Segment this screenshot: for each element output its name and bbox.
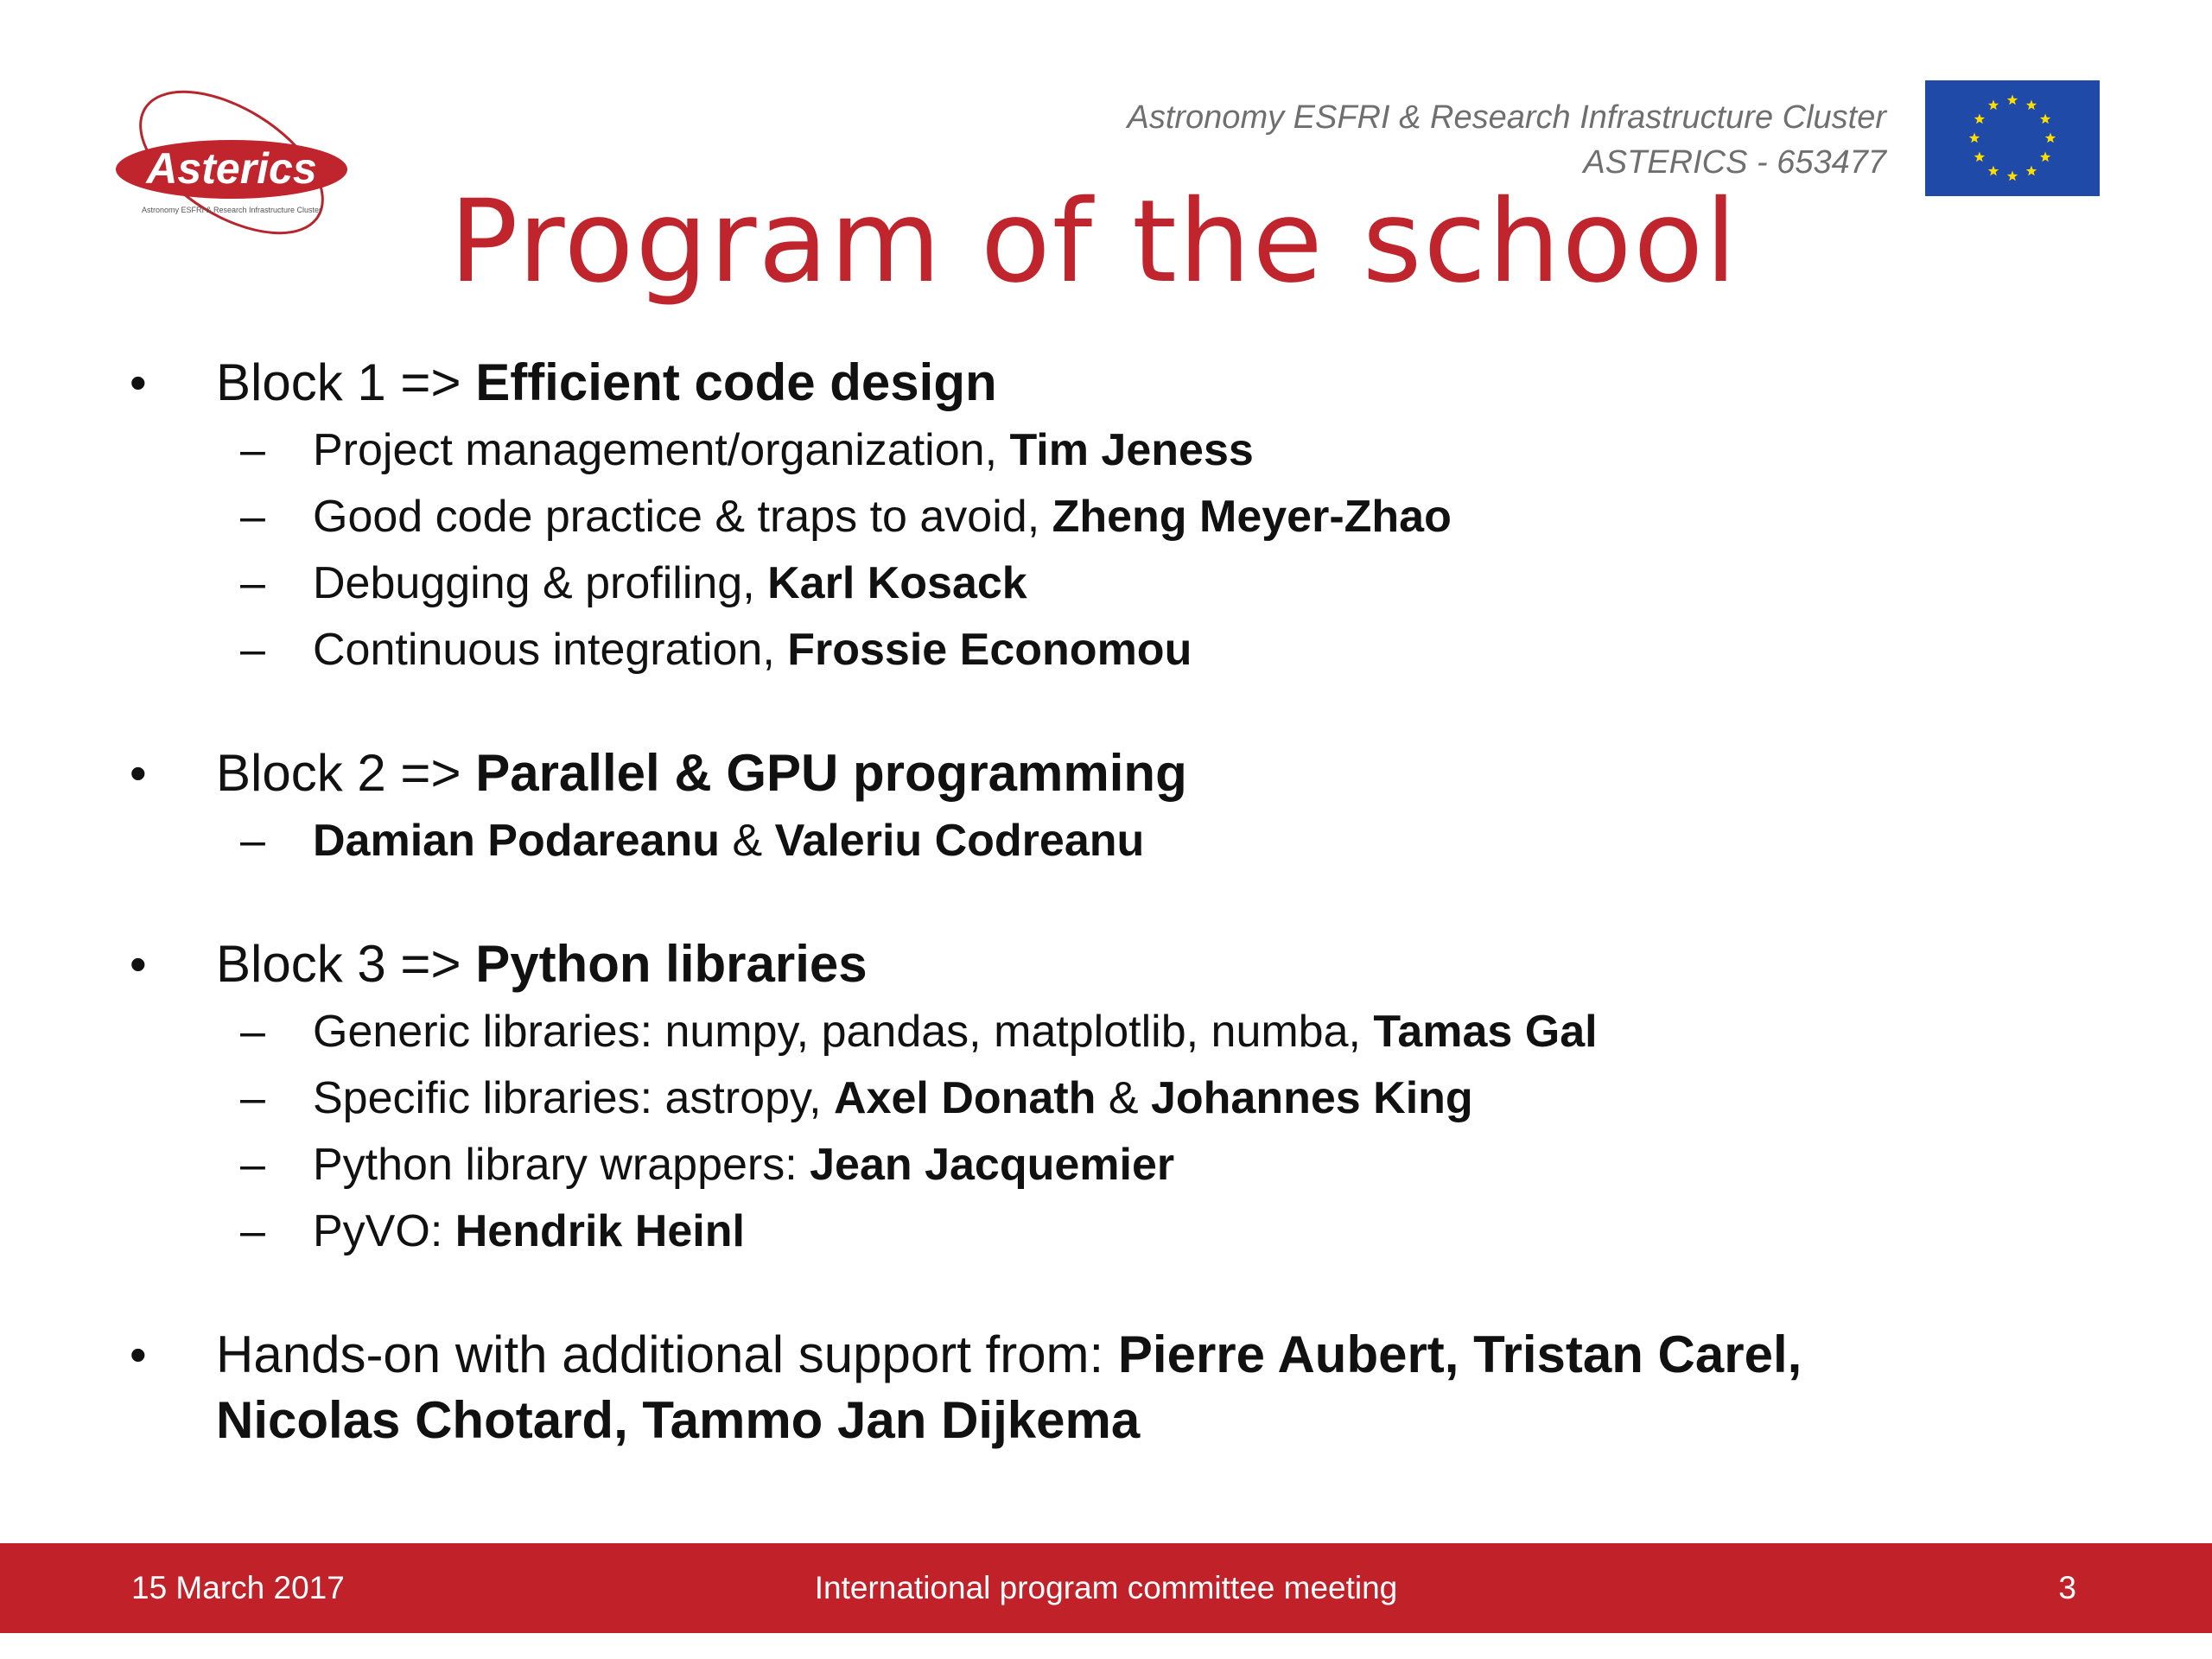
bullet-icon: • [130,355,147,410]
speaker-name: Zheng Meyer-Zhao [1052,492,1452,542]
block-lead: Block 3 => [216,935,476,993]
dash-icon: – [240,558,265,608]
dash-icon: – [240,1140,265,1190]
svg-text:Astronomy ESFRI & Research Inf: Astronomy ESFRI & Research Infrastructure Cluster [141,206,322,214]
block-topic: Efficient code design [475,353,997,411]
block-topic: Parallel & GPU programming [475,744,1187,802]
speaker-name: Frossie Economou [787,625,1192,675]
asterics-logo [111,76,353,249]
support-names: Pierre Aubert, Tristan Carel, Nicolas Chotard, Tammo Jan Dijkema [216,1325,1802,1449]
bullet-icon: • [130,1327,147,1382]
dash-icon: – [240,816,265,866]
bullet-item [130,350,2143,416]
sub-item [130,1132,2143,1198]
sub-text: Specific libraries: astropy, [313,1073,835,1123]
bullet-item [130,931,2143,997]
dash-icon: – [240,425,265,475]
sub-text: Project management/organization, [313,425,1010,475]
sub-list [130,999,2143,1265]
sub-item [130,1065,2143,1132]
bullet-icon: • [130,746,147,800]
sub-text: & [1096,1073,1151,1123]
block-topic: Python libraries [475,935,868,993]
sub-item [130,808,2143,874]
dash-icon: – [240,492,265,542]
block-lead: Block 2 => [216,744,476,802]
dash-icon: – [240,1007,265,1057]
page-number: 3 [2058,1570,2076,1605]
speaker-name: Damian Podareanu [313,816,721,866]
speaker-name: Karl Kosack [767,558,1027,608]
bullet-item [130,741,2143,806]
header-org-line1: Astronomy ESFRI & Research Infrastructure Cluster [1127,99,1886,136]
sub-text: PyVO: [313,1206,455,1256]
sub-text: Debugging & profiling, [313,558,768,608]
sub-text: Python library wrappers: [313,1140,810,1190]
speaker-name: Axel Donath [834,1073,1096,1123]
header-org [1127,95,1886,185]
sub-item [130,550,2143,617]
sub-text: Continuous integration, [313,625,788,675]
sub-item [130,1198,2143,1265]
block-lead: Hands-on with additional support from: [216,1325,1118,1383]
footer-date: 15 March 2017 [131,1570,345,1605]
program-content [130,350,2143,1453]
eu-flag-icon [1925,80,2100,196]
block-lead: Block 1 => [216,353,476,411]
bullet-item [130,1322,2143,1453]
block-3 [130,931,2143,1265]
block-2 [130,741,2143,874]
speaker-name: Jean Jacquemier [810,1140,1175,1190]
svg-text:Asterics: Asterics [146,144,317,193]
sub-list [130,417,2143,683]
page-title: Program of the school [449,175,1738,308]
dash-icon: – [240,625,265,675]
block-hands-on [130,1322,2143,1453]
speaker-name: Valeriu Codreanu [774,816,1145,866]
bullet-icon: • [130,937,147,991]
dash-icon: – [240,1073,265,1123]
header-org-line2: ASTERICS - 653477 [1583,144,1886,181]
sub-item [130,999,2143,1065]
footer-meeting: International program committee meeting [814,1570,1398,1605]
speaker-name: Johannes King [1150,1073,1473,1123]
block-1 [130,350,2143,683]
speaker-name: Hendrik Heinl [454,1206,745,1256]
dash-icon: – [240,1206,265,1256]
sub-item [130,484,2143,550]
sub-item [130,617,2143,683]
sub-text: & [720,816,775,866]
sub-text: Good code practice & traps to avoid, [313,492,1052,542]
speaker-name: Tamas Gal [1373,1007,1598,1057]
footer-bar [0,1543,2212,1633]
sub-text: Generic libraries: numpy, pandas, matplotlib, numba, [313,1007,1374,1057]
sub-item [130,417,2143,484]
sub-list [130,808,2143,874]
speaker-name: Tim Jeness [1009,425,1254,475]
